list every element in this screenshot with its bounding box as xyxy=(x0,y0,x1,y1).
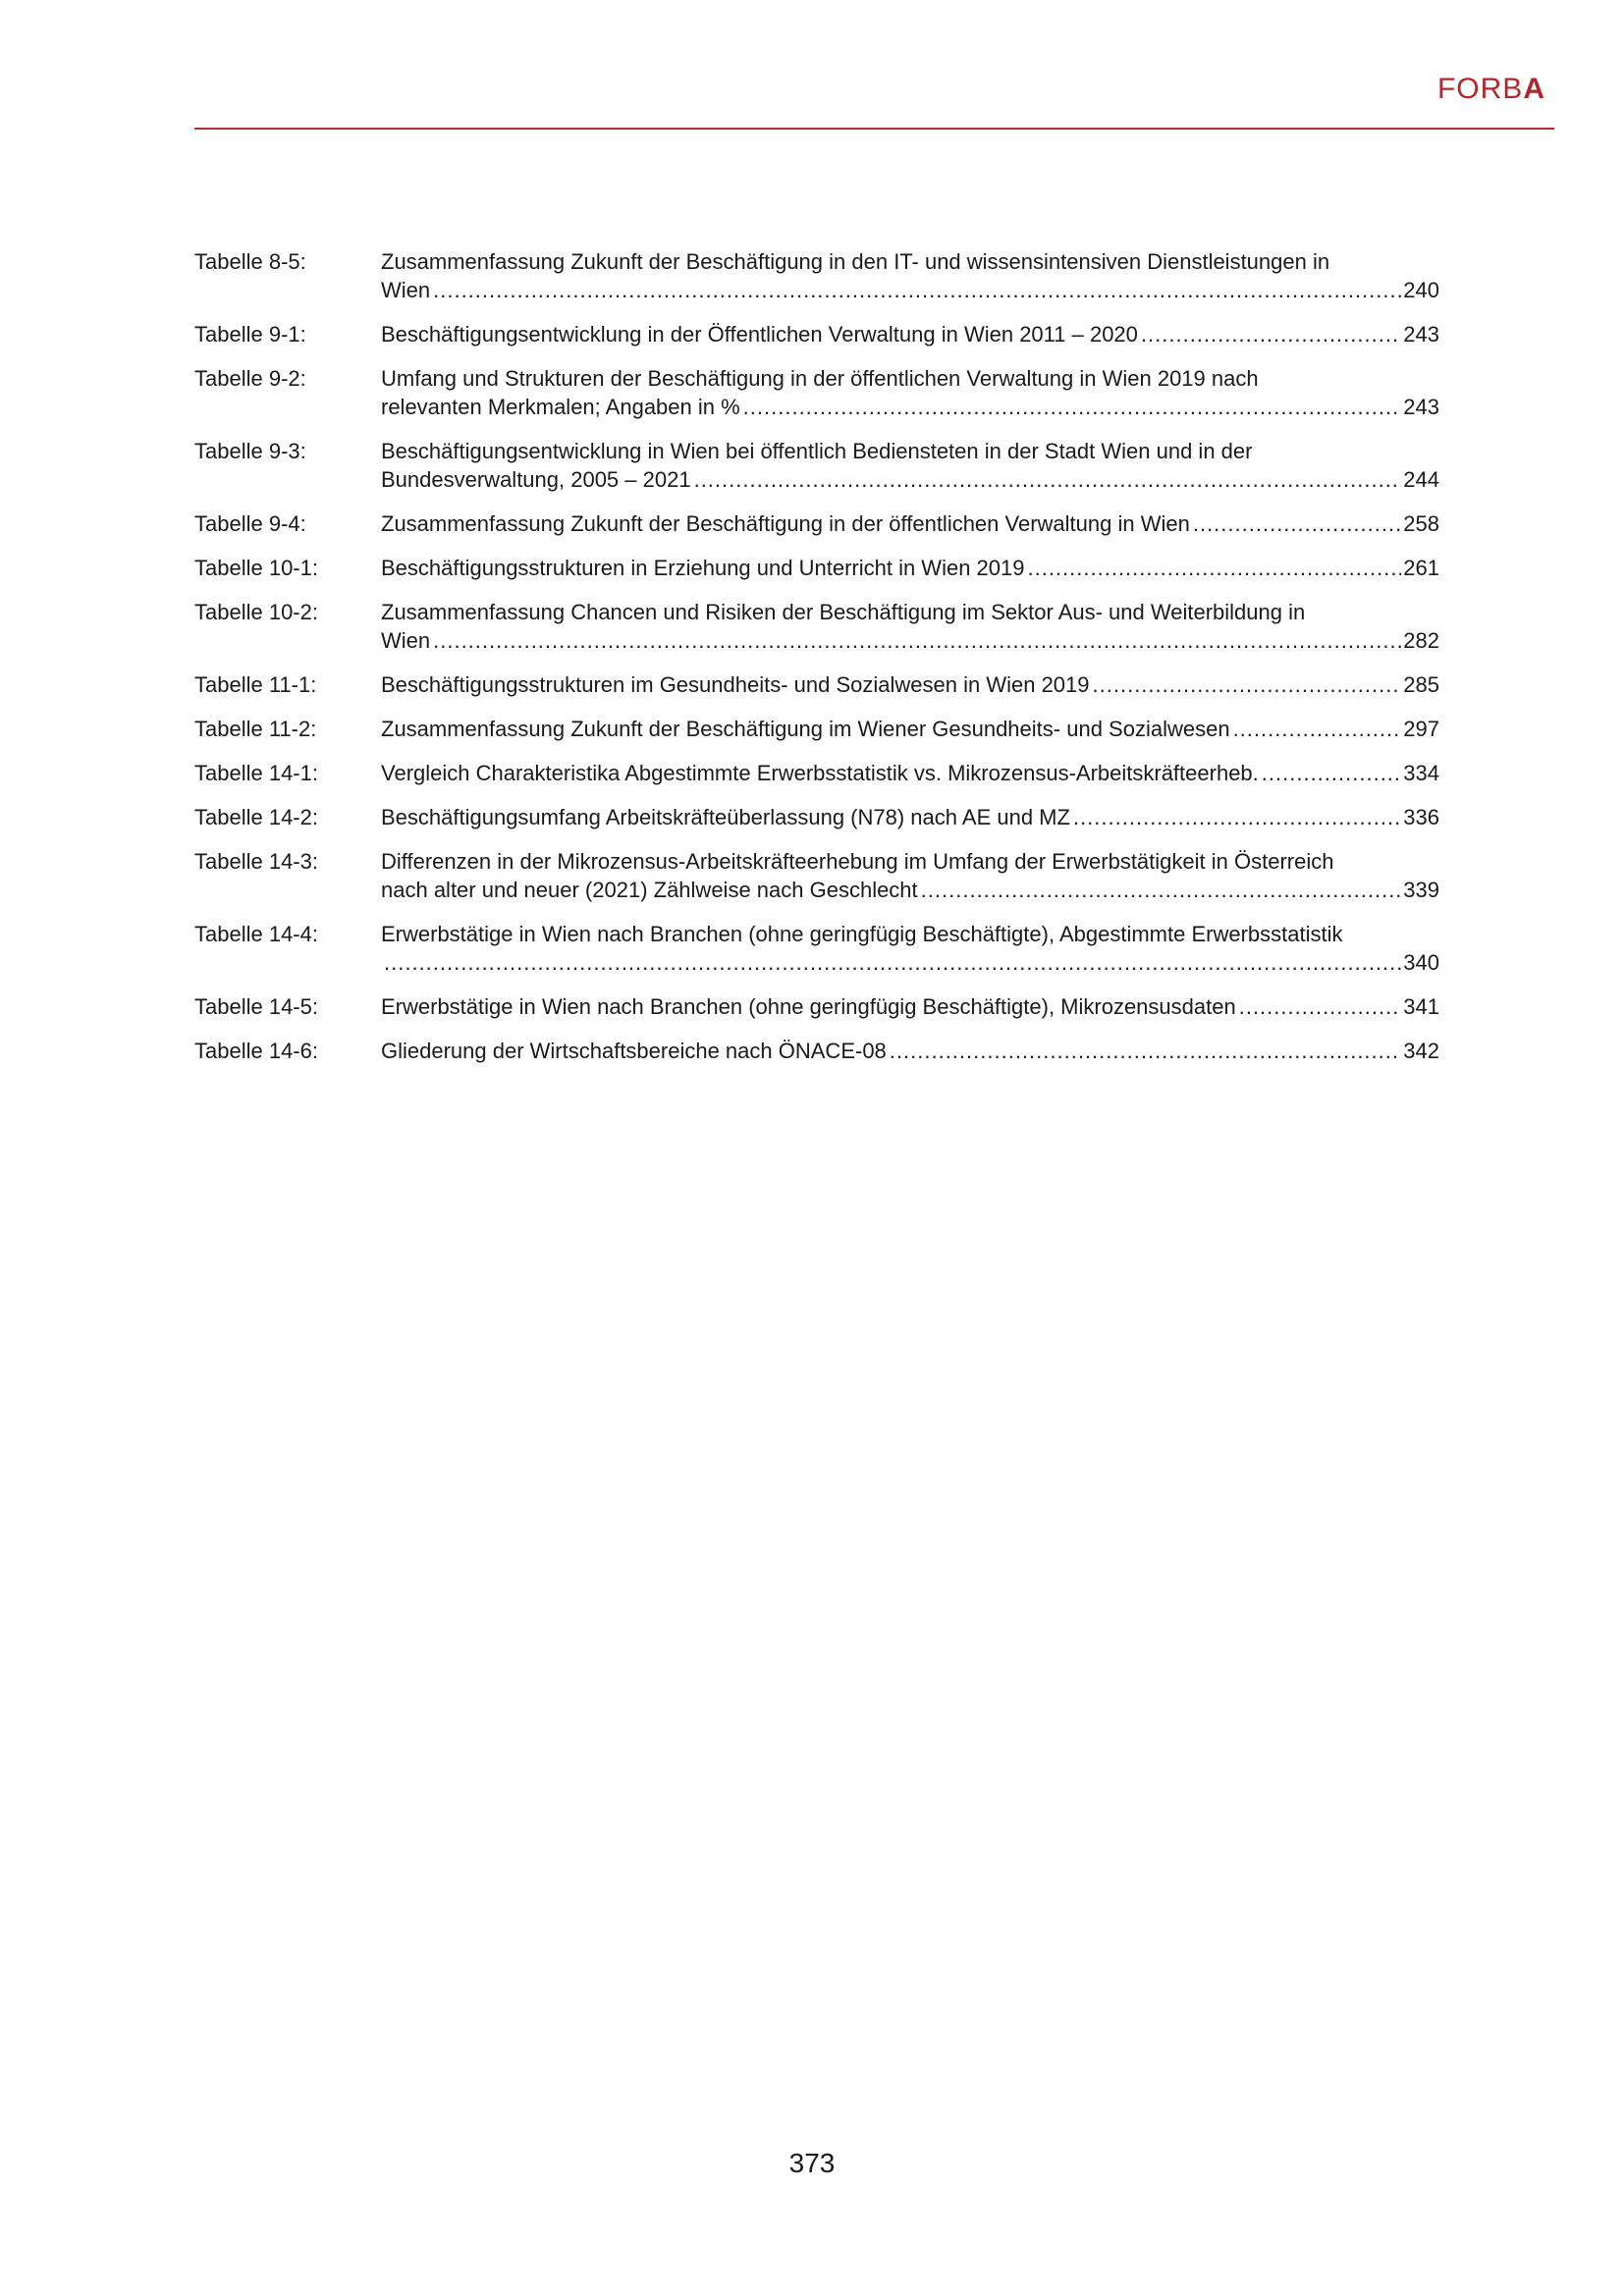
toc-entry-page[interactable]: 243 xyxy=(1403,395,1439,419)
toc-entry[interactable] xyxy=(194,509,1439,538)
toc-entry-title-line: Differenzen in der Mikrozensus-Arbeitskräfteerhebung im Umfang der Erwerbstätigkeit in Österreich xyxy=(381,849,1334,874)
toc-entry-title xyxy=(381,247,1439,304)
table-of-tables-list xyxy=(194,247,1439,1081)
toc-entry-label: Tabelle 11-2: xyxy=(194,717,317,741)
toc-entry-title xyxy=(381,554,1439,582)
toc-entry[interactable] xyxy=(194,437,1439,494)
toc-entry[interactable] xyxy=(194,364,1439,421)
toc-entry-title-line: Wien xyxy=(381,278,431,302)
toc-entry-page[interactable]: 244 xyxy=(1403,467,1439,492)
toc-entry-title-line: Beschäftigungsstrukturen im Gesundheits- und Sozialwesen in Wien 2019 xyxy=(381,672,1090,697)
toc-entry-page[interactable]: 261 xyxy=(1403,556,1439,580)
toc-entry-title xyxy=(381,437,1439,494)
toc-entry-title xyxy=(381,803,1439,831)
toc-entry-title xyxy=(381,1037,1439,1065)
toc-entry[interactable] xyxy=(194,670,1439,699)
toc-entry[interactable] xyxy=(194,598,1439,655)
toc-entry-title-line: nach alter und neuer (2021) Zählweise nach Geschlecht xyxy=(381,878,918,902)
dot-leader xyxy=(1259,759,1402,787)
toc-entry-title xyxy=(381,992,1439,1021)
toc-entry-label: Tabelle 14-6: xyxy=(194,1039,318,1063)
forba-logo xyxy=(1437,73,1545,106)
toc-entry-title-line: Erwerbstätige in Wien nach Branchen (ohne geringfügig Beschäftigte), Abgestimmte Erwerbsstatistik xyxy=(381,922,1343,946)
toc-entry-title-line: Beschäftigungsentwicklung in Wien bei öffentlich Bediensteten in der Stadt Wien und in der xyxy=(381,439,1253,463)
toc-entry-title xyxy=(381,320,1439,348)
toc-entry-title-line: Zusammenfassung Zukunft der Beschäftigung in der öffentlichen Verwaltung in Wien xyxy=(381,511,1190,536)
toc-entry-title xyxy=(381,598,1439,655)
toc-entry[interactable] xyxy=(194,320,1439,348)
toc-entry-label: Tabelle 10-1: xyxy=(194,556,318,580)
toc-entry-page[interactable]: 341 xyxy=(1403,994,1439,1019)
dot-leader xyxy=(1090,670,1402,699)
toc-entry-title-line: Beschäftigungsentwicklung in der Öffentlichen Verwaltung in Wien 2011 – 2020 xyxy=(381,322,1138,347)
logo-text-accent: A xyxy=(1523,73,1545,105)
dot-leader xyxy=(1024,554,1401,582)
toc-entry[interactable] xyxy=(194,803,1439,831)
toc-entry-title-line: Zusammenfassung Chancen und Risiken der Beschäftigung im Sektor Aus- und Weiterbildung in xyxy=(381,600,1306,624)
toc-entry-page[interactable]: 243 xyxy=(1403,322,1439,347)
toc-entry-title xyxy=(381,670,1439,699)
toc-entry-label: Tabelle 9-4: xyxy=(194,511,306,536)
toc-entry[interactable] xyxy=(194,247,1439,304)
dot-leader xyxy=(691,465,1402,494)
toc-entry-page[interactable]: 258 xyxy=(1403,511,1439,536)
toc-entry-page[interactable]: 282 xyxy=(1403,628,1439,653)
toc-entry[interactable] xyxy=(194,1037,1439,1065)
toc-entry-page[interactable]: 339 xyxy=(1403,878,1439,902)
toc-entry-label: Tabelle 14-4: xyxy=(194,922,318,946)
toc-entry[interactable] xyxy=(194,759,1439,787)
header-divider xyxy=(194,128,1554,130)
dot-leader xyxy=(740,393,1402,421)
dot-leader xyxy=(430,626,1401,655)
toc-entry-label: Tabelle 9-3: xyxy=(194,439,306,463)
toc-entry-title-line: Gliederung der Wirtschaftsbereiche nach ÖNACE-08 xyxy=(381,1039,887,1063)
toc-entry-title-line: Erwerbstätige in Wien nach Branchen (ohne geringfügig Beschäftigte), Mikrozensusdaten xyxy=(381,994,1236,1019)
logo-text-main: FORB xyxy=(1436,73,1524,105)
toc-entry-label: Tabelle 14-1: xyxy=(194,761,318,785)
dot-leader xyxy=(1190,509,1401,538)
toc-entry-title-line: Bundesverwaltung, 2005 – 2021 xyxy=(381,467,691,492)
toc-entry-title xyxy=(381,759,1439,787)
toc-entry-title-line: Zusammenfassung Zukunft der Beschäftigung in den IT- und wissensintensiven Dienstleistungen in xyxy=(381,249,1330,274)
toc-entry-page[interactable]: 240 xyxy=(1403,278,1439,302)
page-number: 373 xyxy=(788,2148,836,2178)
toc-entry-label: Tabelle 14-3: xyxy=(194,849,318,874)
toc-entry[interactable] xyxy=(194,920,1439,977)
toc-entry-title xyxy=(381,715,1439,743)
toc-entry-label: Tabelle 8-5: xyxy=(194,249,306,274)
toc-entry-title-line: Vergleich Charakteristika Abgestimmte Erwerbsstatistik vs. Mikrozensus-Arbeitskräfteerheb. xyxy=(381,761,1259,785)
dot-leader xyxy=(918,876,1402,904)
toc-entry[interactable] xyxy=(194,992,1439,1021)
toc-entry-page[interactable]: 297 xyxy=(1403,717,1439,741)
toc-entry[interactable] xyxy=(194,554,1439,582)
toc-entry-page[interactable]: 334 xyxy=(1403,761,1439,785)
toc-entry-label: Tabelle 10-2: xyxy=(194,600,318,624)
dot-leader xyxy=(1138,320,1401,348)
toc-entry-title xyxy=(381,364,1439,421)
toc-entry-page[interactable]: 336 xyxy=(1403,805,1439,829)
toc-entry-page[interactable]: 340 xyxy=(1403,950,1439,975)
toc-entry-label: Tabelle 11-1: xyxy=(194,672,317,697)
toc-entry-label: Tabelle 14-2: xyxy=(194,805,318,829)
toc-entry[interactable] xyxy=(194,847,1439,904)
dot-leader xyxy=(1230,715,1402,743)
toc-entry-title-line: Wien xyxy=(381,628,431,653)
toc-entry[interactable] xyxy=(194,715,1439,743)
toc-entry-title-line: Umfang und Strukturen der Beschäftigung in der öffentlichen Verwaltung in Wien 2019 nach xyxy=(381,366,1259,391)
dot-leader xyxy=(887,1037,1401,1065)
dot-leader xyxy=(430,276,1401,304)
dot-leader xyxy=(381,948,1401,977)
dot-leader xyxy=(1236,992,1402,1021)
toc-entry-title xyxy=(381,847,1439,904)
toc-entry-page[interactable]: 342 xyxy=(1403,1039,1439,1063)
toc-entry-title-line: Zusammenfassung Zukunft der Beschäftigung im Wiener Gesundheits- und Sozialwesen xyxy=(381,717,1230,741)
toc-entry-title xyxy=(381,509,1439,538)
toc-entry-label: Tabelle 9-1: xyxy=(194,322,306,347)
dot-leader xyxy=(1070,803,1401,831)
toc-entry-label: Tabelle 14-5: xyxy=(194,994,318,1019)
toc-entry-title-line: Beschäftigungsumfang Arbeitskräfteüberlassung (N78) nach AE und MZ xyxy=(381,805,1070,829)
toc-entry-title-line: Beschäftigungsstrukturen in Erziehung und Unterricht in Wien 2019 xyxy=(381,556,1025,580)
toc-entry-page[interactable]: 285 xyxy=(1403,672,1439,697)
toc-entry-title-line: relevanten Merkmalen; Angaben in % xyxy=(381,395,740,419)
toc-entry-title xyxy=(381,920,1439,977)
toc-entry-label: Tabelle 9-2: xyxy=(194,366,306,391)
